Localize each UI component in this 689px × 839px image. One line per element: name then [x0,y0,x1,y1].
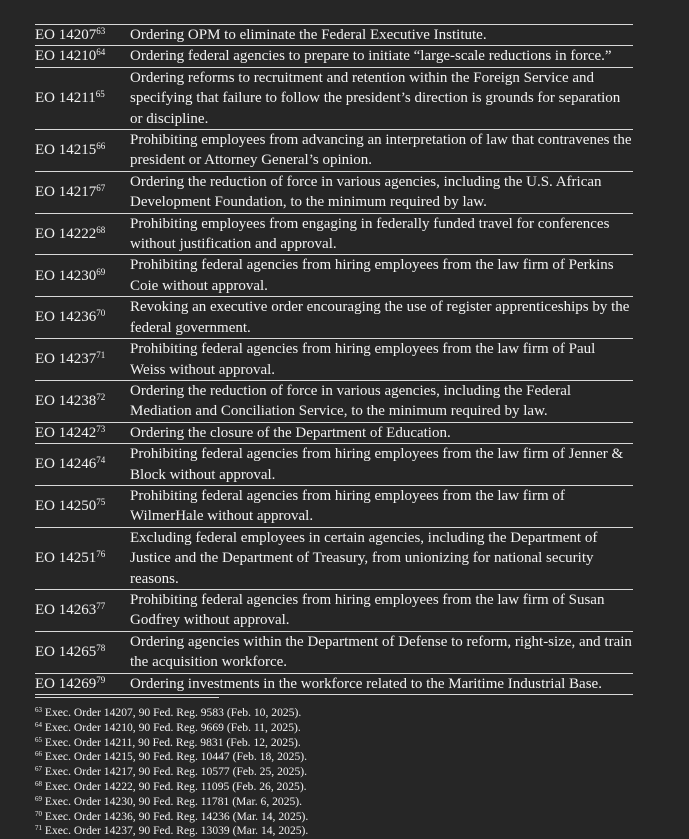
table-row [35,67,633,129]
eo-number-cell [35,422,130,443]
footnote-text: Exec. Order 14215, 90 Fed. Reg. 10447 (Feb. 18, 2025). [44,750,308,764]
footnote-reference: 65 [95,89,105,100]
footnote-text: Exec. Order 14210, 90 Fed. Reg. 9669 (Feb. 11, 2025). [44,720,301,734]
footnote-reference: 66 [96,141,106,152]
executive-orders-table [35,24,633,695]
eo-number-cell [35,527,130,589]
footnote-reference: 76 [96,549,106,560]
footnote-text: Exec. Order 14222, 90 Fed. Reg. 11095 (Feb. 26, 2025). [44,779,307,793]
eo-number-cell [35,171,130,213]
table-row [35,213,633,255]
eo-description: Ordering reforms to recruitment and retention within the Foreign Service and specifying that failure to follow the president’s direction is grounds for separation or discipline. [130,67,633,129]
eo-description: Ordering OPM to eliminate the Federal Executive Institute. [130,25,633,46]
eo-description: Prohibiting federal agencies from hiring employees from the law firm of Jenner & Block without approval. [130,444,633,486]
footnote-number: 70 [35,809,42,818]
footnote-reference: 77 [96,601,106,612]
eo-number-cell [35,631,130,673]
table-row [35,631,633,673]
table-row [35,444,633,486]
eo-description: Prohibiting federal agencies from hiring employees from the law firm of Paul Weiss without approval. [130,339,633,381]
footnote-reference: 78 [96,642,106,653]
footnote-text: Exec. Order 14207, 90 Fed. Reg. 9583 (Feb. 10, 2025). [44,706,302,719]
eo-number: EO 14236 [35,309,97,326]
eo-description: Prohibiting employees from advancing an interpretation of law that contravenes the president or Attorney General’s opinion. [130,130,633,172]
eo-number-cell [35,130,130,172]
table-row [35,46,633,67]
footnotes-section [35,706,635,839]
footnote-number: 65 [35,735,42,744]
footnote-divider [35,697,219,698]
footnote-number: 67 [35,765,42,774]
table-row [35,25,633,46]
eo-description: Ordering investments in the workforce related to the Maritime Industrial Base. [130,673,633,694]
footnote-number: 69 [35,794,42,803]
footnote-reference: 67 [96,183,106,194]
eo-number: EO 14222 [35,225,97,242]
table-row [35,171,633,213]
footnote-item [35,706,635,721]
eo-description: Ordering the reduction of force in various agencies, including the Federal Mediation and Conciliation Service, to the minimum required by law. [130,380,633,422]
eo-number: EO 14246 [35,456,97,473]
eo-number: EO 14217 [35,184,97,201]
eo-number: EO 14238 [35,393,97,410]
eo-number: EO 14251 [35,550,97,567]
eo-number: EO 14250 [35,498,97,515]
table-row [35,673,633,694]
eo-description: Ordering agencies within the Department of Defense to reform, right-size, and train the acquisition workforce. [130,631,633,673]
footnote-reference: 75 [96,497,106,508]
eo-number-cell [35,589,130,631]
footnote-text: Exec. Order 14236, 90 Fed. Reg. 14236 (Mar. 14, 2025). [44,809,309,823]
footnote-item [35,750,635,765]
eo-number: EO 14215 [35,142,97,159]
eo-number: EO 14230 [35,267,97,284]
table-row [35,130,633,172]
footnote-reference: 64 [96,47,106,58]
footnote-item [35,721,635,736]
executive-orders-table-body [35,25,633,695]
eo-description: Ordering the reduction of force in various agencies, including the U.S. African Development Foundation, to the minimum required by law. [130,171,633,213]
table-row [35,422,633,443]
eo-number: EO 14269 [35,675,97,692]
footnote-reference: 69 [96,266,106,277]
footnote-item [35,795,635,810]
footnote-reference: 71 [96,350,106,361]
eo-number: EO 14207 [35,27,97,43]
eo-number: EO 14210 [35,48,97,65]
table-row [35,339,633,381]
eo-number-cell [35,25,130,46]
footnote-number: 66 [35,750,42,759]
table-row [35,255,633,297]
eo-number-cell [35,297,130,339]
eo-description: Prohibiting federal agencies from hiring employees from the law firm of WilmerHale without approval. [130,485,633,527]
footnote-text: Exec. Order 14237, 90 Fed. Reg. 13039 (Mar. 14, 2025). [44,824,309,838]
eo-description: Prohibiting federal agencies from hiring employees from the law firm of Susan Godfrey without approval. [130,589,633,631]
eo-description: Prohibiting employees from engaging in federally funded travel for conferences without justification and approval. [130,213,633,255]
eo-number-cell [35,485,130,527]
footnote-reference: 79 [96,674,106,685]
footnote-reference: 74 [96,455,106,466]
eo-number-cell [35,67,130,129]
footnote-item [35,736,635,751]
footnote-number: 68 [35,779,42,788]
eo-number: EO 14211 [35,90,96,107]
eo-number-cell [35,255,130,297]
table-row [35,297,633,339]
footnote-item [35,780,635,795]
footnote-text: Exec. Order 14217, 90 Fed. Reg. 10577 (Feb. 25, 2025). [44,765,308,779]
eo-number-cell [35,444,130,486]
eo-description: Ordering federal agencies to prepare to initiate “large-scale reductions in force.” [130,46,633,67]
footnote-reference: 63 [96,26,106,36]
footnote-reference: 73 [96,423,106,434]
eo-number-cell [35,380,130,422]
footnote-item [35,810,635,825]
eo-description: Ordering the closure of the Department of Education. [130,422,633,443]
footnote-item [35,765,635,780]
eo-number: EO 14265 [35,643,97,660]
eo-number: EO 14242 [35,424,97,441]
footnote-number: 71 [35,824,42,833]
eo-number-cell [35,339,130,381]
footnote-number: 64 [35,720,42,729]
eo-description: Excluding federal employees in certain agencies, including the Department of Justice and the Department of Treasury, from unionizing for national security reasons. [130,527,633,589]
eo-number-cell [35,213,130,255]
eo-number: EO 14237 [35,351,97,368]
table-row [35,589,633,631]
eo-number: EO 14263 [35,602,97,619]
footnote-number: 63 [35,706,42,714]
eo-description: Revoking an executive order encouraging the use of register apprenticeships by the federal government. [130,297,633,339]
table-row [35,527,633,589]
footnote-reference: 70 [96,308,106,319]
eo-number-cell [35,673,130,694]
footnote-text: Exec. Order 14211, 90 Fed. Reg. 9831 (Feb. 12, 2025). [44,735,301,749]
table-row [35,485,633,527]
table-row [35,380,633,422]
footnote-text: Exec. Order 14230, 90 Fed. Reg. 11781 (Mar. 6, 2025). [44,794,303,808]
eo-number-cell [35,46,130,67]
footnote-reference: 72 [96,392,106,403]
footnote-reference: 68 [96,224,106,235]
eo-description: Prohibiting federal agencies from hiring employees from the law firm of Perkins Coie without approval. [130,255,633,297]
